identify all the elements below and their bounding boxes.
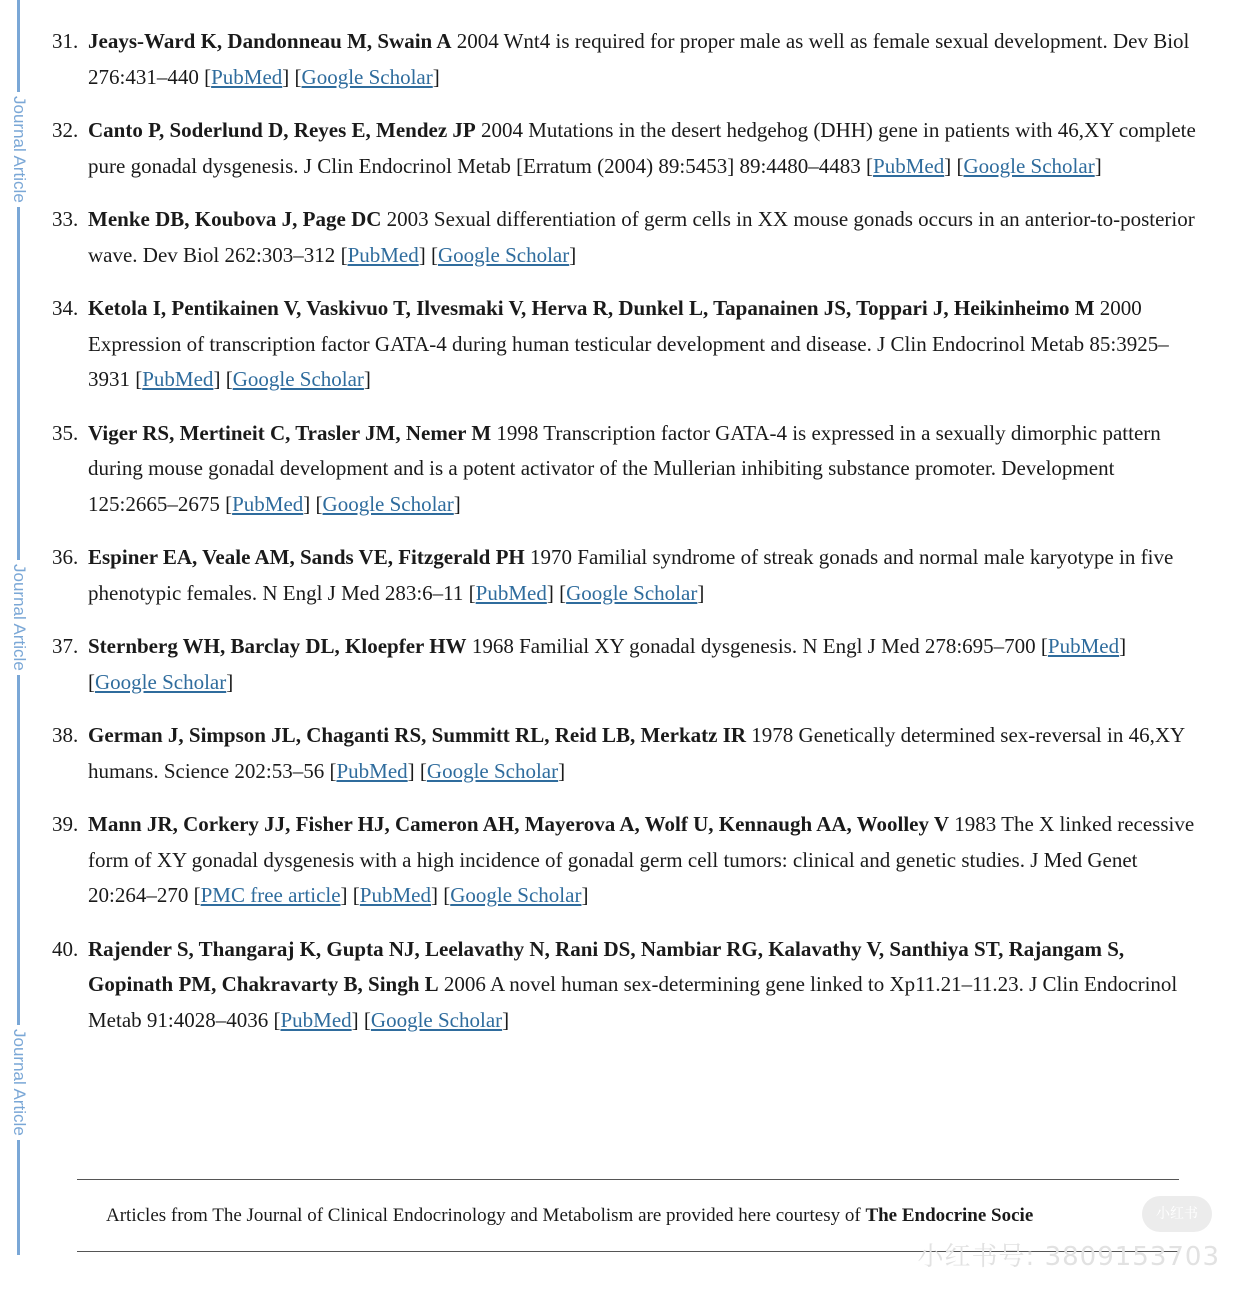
google-scholar-link[interactable]: Google Scholar — [370, 1007, 503, 1032]
reference-number: 38. — [52, 723, 79, 747]
reference-item: 32. Canto P, Soderlund D, Reyes E, Mendez JP 2004 Mutations in the desert hedgehog (DHH) gene in patients with 46,XY complete pure gonadal dysgenesis. J Clin Endocrinol Metab [Erratum (2004) 89:5453] 89:4480–4483 [PubMed] [Google Scholar] — [0, 113, 1260, 184]
reference-list — [0, 24, 1260, 1056]
pubmed-link[interactable]: PubMed — [359, 883, 431, 907]
google-scholar-link[interactable]: Google Scholar — [566, 580, 698, 605]
reference-number: 40. — [52, 936, 79, 961]
reference-authors: Canto P, Soderlund D, Reyes E, Mendez JP — [88, 118, 476, 142]
google-scholar-link[interactable]: Google Scholar — [438, 242, 570, 267]
reference-item: 35. Viger RS, Mertineit C, Trasler JM, Nemer M 1998 Transcription factor GATA-4 is expressed in a sexually dimorphic pattern during mouse gonadal development and is a potent activator of the Mullerian inhibiting substance promoter. Development 125:2665–2675 [PubMed] [Google Scholar] — [0, 416, 1260, 523]
reference-authors: Menke DB, Koubova J, Page DC — [88, 207, 382, 231]
reference-citation: 2004 Mutations in the desert hedgehog (DHH) gene in patients with 46,XY complete pure gonadal dysgenesis. J Clin Endocrinol Metab [Erratum (2004) 89:5453] 89:4480–4483 — [88, 118, 1196, 178]
pmc-free-article-link[interactable]: PMC free article — [200, 883, 341, 907]
reference-item: 37. Sternberg WH, Barclay DL, Kloepfer HW 1968 Familial XY gonadal dysgenesis. N Engl J Med 278:695–700 [PubMed] [Google Scholar] — [0, 629, 1260, 700]
reference-number: 35. — [52, 420, 79, 445]
reference-authors: Espiner EA, Veale AM, Sands VE, Fitzgerald PH — [88, 545, 525, 569]
reference-authors: Rajender S, Thangaraj K, Gupta NJ, Leelavathy N, Rani DS, Nambiar RG, Kalavathy V, Santhiya ST, Rajangam S, Gopinath PM, Chakravarty B, Singh L — [88, 936, 1125, 996]
pubmed-link[interactable]: PubMed — [280, 1007, 352, 1032]
footer-courtesy-text — [106, 1200, 1033, 1232]
pubmed-link[interactable]: PubMed — [475, 580, 547, 605]
reference-number: 36. — [52, 545, 79, 569]
reference-authors: Ketola I, Pentikainen V, Vaskivuo T, Ilvesmaki V, Herva R, Dunkel L, Tapanainen JS, Toppari J, Heikinheimo M — [88, 296, 1095, 320]
google-scholar-link[interactable]: Google Scholar — [963, 153, 1095, 178]
reference-item: 38. German J, Simpson JL, Chaganti RS, Summitt RL, Reid LB, Merkatz IR 1978 Genetically determined sex-reversal in 46,XY humans. Science 202:53–56 [PubMed] [Google Scholar] — [0, 718, 1260, 789]
pubmed-link[interactable]: PubMed — [1047, 634, 1120, 658]
reference-citation: 1970 Familial syndrome of streak gonads and normal male karyotype in five phenotypic females. N Engl J Med 283:6–11 — [88, 545, 1174, 605]
reference-citation: 1978 Genetically determined sex-reversal in 46,XY humans. Science 202:53–56 — [88, 723, 1185, 783]
reference-authors: Mann JR, Corkery JJ, Fisher HJ, Cameron AH, Mayerova A, Wolf U, Kennaugh AA, Woolley V — [88, 812, 950, 836]
reference-citation: 2006 A novel human sex-determining gene linked to Xp11.21–11.23. J Clin Endocrinol Metab 91:4028–4036 — [88, 972, 1178, 1032]
reference-authors: Jeays-Ward K, Dandonneau M, Swain A — [88, 29, 452, 53]
pubmed-link[interactable]: PubMed — [232, 491, 304, 516]
reference-citation: 1968 Familial XY gonadal dysgenesis. N Engl J Med 278:695–700 — [466, 634, 1041, 658]
reference-number: 33. — [52, 207, 79, 231]
reference-item: 31. Jeays-Ward K, Dandonneau M, Swain A 2004 Wnt4 is required for proper male as well as female sexual development. Dev Biol 276:431–440 [PubMed] [Google Scholar] — [0, 24, 1260, 95]
reference-item: 34. Ketola I, Pentikainen V, Vaskivuo T, Ilvesmaki V, Herva R, Dunkel L, Tapanainen JS, Toppari J, Heikinheimo M 2000 Expression of transcription factor GATA-4 during human testicular development and disease. J Clin Endocrinol Metab 85:3925–3931 [PubMed] [Google Scholar] — [0, 291, 1260, 398]
google-scholar-link[interactable]: Google Scholar — [426, 758, 559, 783]
pubmed-link[interactable]: PubMed — [873, 153, 945, 178]
reference-citation: 1998 Transcription factor GATA-4 is expressed in a sexually dimorphic pattern during mouse gonadal development and is a potent activator of the Mullerian inhibiting substance promoter. Development 125:2665–2675 — [88, 420, 1161, 516]
reference-citation: 2004 Wnt4 is required for proper male as well as female sexual development. Dev Biol 276:431–440 — [88, 29, 1190, 89]
pubmed-link[interactable]: PubMed — [347, 242, 419, 267]
footer-publisher: The Endocrine Socie — [865, 1205, 1034, 1226]
reference-number: 31. — [52, 29, 79, 53]
reference-number: 37. — [52, 634, 79, 658]
reference-citation: 2000 Expression of transcription factor GATA-4 during human testicular development and disease. J Clin Endocrinol Metab 85:3925–3931 — [88, 296, 1169, 391]
reference-number: 32. — [52, 118, 79, 142]
reference-item: 39. Mann JR, Corkery JJ, Fisher HJ, Cameron AH, Mayerova A, Wolf U, Kennaugh AA, Woolley V 1983 The X linked recessive form of XY gonadal dysgenesis with a high incidence of gonadal germ cell tumors: clinical and genetic studies. J Med Genet 20:264–270 [PMC free article] [PubMed] [Google Scholar] — [0, 807, 1260, 914]
footer-top-rule — [77, 1179, 1179, 1180]
google-scholar-link[interactable]: Google Scholar — [232, 367, 364, 391]
reference-number: 34. — [52, 296, 79, 320]
reference-item: 36. Espiner EA, Veale AM, Sands VE, Fitzgerald PH 1970 Familial syndrome of streak gonads and normal male karyotype in five phenotypic females. N Engl J Med 283:6–11 [PubMed] [Google Scholar] — [0, 540, 1260, 611]
reference-item: 40. Rajender S, Thangaraj K, Gupta NJ, Leelavathy N, Rani DS, Nambiar RG, Kalavathy V, Santhiya ST, Rajangam S, Gopinath PM, Chakravarty B, Singh L 2006 A novel human sex-determining gene linked to Xp11.21–11.23. J Clin Endocrinol Metab 91:4028–4036 [PubMed] [Google Scholar] — [0, 932, 1260, 1039]
google-scholar-link[interactable]: Google Scholar — [322, 491, 454, 516]
reference-authors: Sternberg WH, Barclay DL, Kloepfer HW — [88, 634, 467, 658]
sidebar-label-journal-article: Journal Article — [5, 92, 33, 207]
pubmed-link[interactable]: PubMed — [211, 64, 283, 89]
pubmed-link[interactable]: PubMed — [336, 758, 408, 783]
watermark-id: 小红书号: 3809153703 — [917, 1242, 1220, 1272]
sidebar-label-journal-article: Journal Article — [5, 1025, 33, 1140]
reference-authors: Viger RS, Mertineit C, Trasler JM, Nemer M — [88, 420, 492, 445]
reference-number: 39. — [52, 812, 79, 836]
google-scholar-link[interactable]: Google Scholar — [450, 883, 582, 907]
reference-citation: 2003 Sexual differentiation of germ cells in XX mouse gonads occurs in an anterior-to-posterior wave. Dev Biol 262:303–312 — [88, 207, 1195, 267]
sidebar-label-journal-article: Journal Article — [5, 560, 33, 675]
footer-prefix: Articles from The Journal of Clinical Endocrinology and Metabolism are provided here courtesy of — [106, 1205, 866, 1226]
watermark-logo: 小红书 — [1142, 1196, 1212, 1232]
pubmed-link[interactable]: PubMed — [142, 367, 214, 391]
reference-item: 33. Menke DB, Koubova J, Page DC 2003 Sexual differentiation of germ cells in XX mouse gonads occurs in an anterior-to-posterior wave. Dev Biol 262:303–312 [PubMed] [Google Scholar] — [0, 202, 1260, 273]
reference-authors: German J, Simpson JL, Chaganti RS, Summitt RL, Reid LB, Merkatz IR — [88, 723, 747, 747]
reference-citation: 1983 The X linked recessive form of XY gonadal dysgenesis with a high incidence of gonadal germ cell tumors: clinical and genetic studies. J Med Genet 20:264–270 — [88, 812, 1195, 907]
google-scholar-link[interactable]: Google Scholar — [301, 64, 433, 89]
google-scholar-link[interactable]: Google Scholar — [95, 669, 227, 694]
